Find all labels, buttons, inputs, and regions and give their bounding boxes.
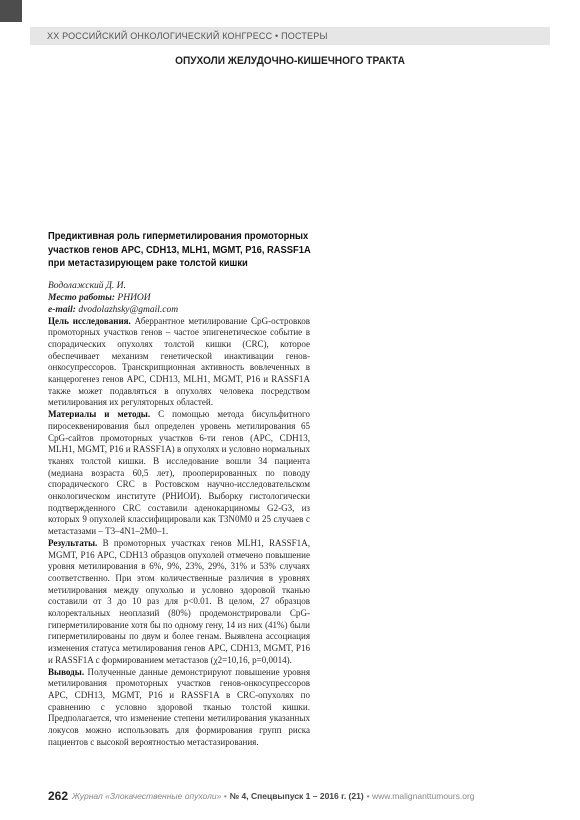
aim-paragraph — [48, 316, 310, 410]
journal-website[interactable]: • www.malignanttumours.org — [366, 791, 475, 801]
workplace-line — [48, 292, 310, 304]
email-label: e-mail: — [48, 304, 76, 315]
article-title: Предиктивная роль гиперметилирования промоторных участков генов APC, CDH13, MLH1, MGMT, P16, RASSF1A при метастазирующем раке толстой кишки — [48, 231, 311, 269]
article — [48, 230, 310, 749]
issue-info: № 4, Спецвыпуск 1 – 2016 г. (21) — [229, 791, 364, 801]
methods-paragraph — [48, 409, 310, 538]
aim-text: Аберрантное метилирование CpG-островков промоторных участков генов – частое эпигенетическое событие в спорадических опухолях толстой кишки (CRC), которое обеспечивает механизм генетической инактивации генов-онкосупрессоров. Транскрипционная активность вовлеченных в канцерогенез генов APC, CDH13, MLH1, MGMT, P16 и RASSF1A также может подавляться в опухолях человека посредством метилирования их регуляторных областей. — [48, 315, 311, 408]
corner-marker — [0, 0, 22, 22]
page-number: 262 — [48, 789, 69, 803]
conclusions-paragraph — [48, 667, 310, 749]
page-footer — [48, 789, 548, 803]
methods-label: Материалы и методы. — [48, 409, 151, 420]
section-title: ОПУХОЛИ ЖЕЛУДОЧНО-КИШЕЧНОГО ТРАКТА — [175, 55, 405, 67]
email-line — [48, 304, 310, 316]
aim-label: Цель исследования. — [48, 315, 131, 326]
conclusions-text: Полученные данные демонстрируют повышение уровня метилирования промоторных участков генов-онкосупрессоров APC, CDH13, MGMT, P16 и RASSF1A в CRC-опухолях по сравнению с условно здоровой тканью толстой кишки. Предполагается, что изменение степени метилирования указанных локусов можно использовать для формирования групп риска пациентов с высокой вероятностью метастазирования. — [48, 666, 310, 747]
running-title: XX РОССИЙСКИЙ ОНКОЛОГИЧЕСКИЙ КОНГРЕСС • ПОСТЕРЫ — [47, 31, 328, 41]
methods-text: С помощью метода бисульфитного пиросеквенирования был определен уровень метилирования 65 CpG-сайтов промоторных участков 6-ти генов (APC, CDH13, MLH1, MGMT, P16 и RASSF1A) в опухолях и условно нормальных тканях толстой кишки. В исследование вошли 34 пациента (медиана возраста 60,5 лет), прооперированных по поводу спорадического CRC в Ростовском научно-исследовательском онкологическом институте (РНИОИ). Выборку гистологически подтвержденного CRC составили аденокарциномы G2-G3, из которых 9 опухолей классифицировали как T3N0M0 и 25 случаев с метастазами – T3–4N1–2M0–1. — [48, 409, 310, 537]
results-paragraph — [48, 538, 310, 667]
results-label: Результаты. — [48, 537, 98, 548]
running-header — [30, 27, 550, 45]
author: Водолажский Д. И. — [48, 280, 126, 291]
workplace: РНИОИ — [117, 292, 151, 303]
results-text: В промоторных участках генов MLH1, RASSF1A, MGMT, P16 APC, CDH13 образцов опухолей отмечено повышение уровня метилирования в 6%, 9%, 23%, 29%, 31% и 53% случаях соответственно. При этом количественные различия в уровнях метилирования между опухолью и условно здоровой тканью составили от 3 до 10 раз для p<0.01. В целом, 27 образцов колоректальных неоплазий (80%) продемонстрировали CpG-гиперметилирование хотя бы по одному гену, 14 из них (41%) были гиперметилированы по двум и более генам. Выявлена ассоциация изменения статуса метилирования генов APC, CDH13, MGMT, P16 и RASSF1A с формированием метастазов (χ2=10,16, p=0,0014). — [48, 537, 311, 665]
article-body — [48, 316, 310, 749]
conclusions-label: Выводы. — [48, 666, 85, 677]
journal-name: Журнал «Злокачественные опухоли» • — [72, 791, 227, 801]
workplace-label: Место работы: — [48, 292, 116, 303]
email-link[interactable]: dvodolazhsky@gmail.com — [78, 304, 179, 315]
